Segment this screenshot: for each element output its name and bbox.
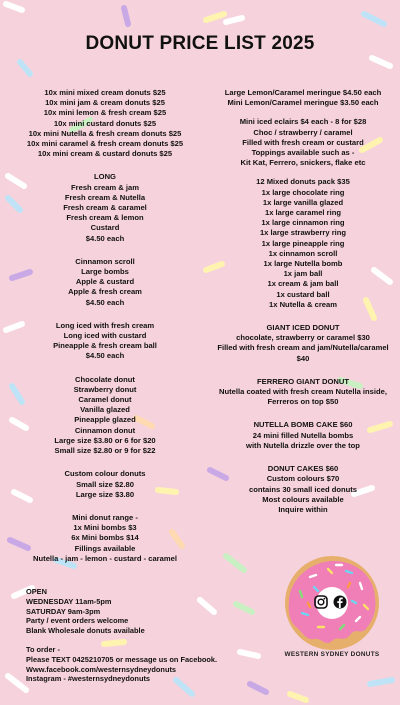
price-line: Mini iced eclairs $4 each - 8 for $28 xyxy=(239,117,367,127)
order-info xyxy=(26,645,217,684)
scrolls-and-bombs xyxy=(5,257,205,308)
price-line: Long iced with fresh cream xyxy=(55,320,155,330)
price-line: Large bombs xyxy=(81,267,129,277)
price-line: Large size $3.80 xyxy=(75,489,135,499)
price-line: Mini Lemon/Caramel meringue $3.50 each xyxy=(227,98,379,108)
price-line: Custom colour donuts xyxy=(64,469,146,479)
price-line: 1x custard ball xyxy=(276,289,330,299)
price-line: 1x cinnamon scroll xyxy=(268,248,338,258)
custom-colour-donuts xyxy=(5,469,205,500)
price-line: 1x Mini bombs $3 xyxy=(73,523,137,533)
price-line: Cinnamon donut xyxy=(74,425,136,435)
price-line: Caramel donut xyxy=(78,395,132,405)
info-line: OPEN xyxy=(26,587,47,596)
price-line: Custard xyxy=(90,223,120,233)
price-line: Long iced with custard xyxy=(63,331,147,341)
donut-logo xyxy=(280,555,384,667)
price-line: Mini donut range - xyxy=(72,512,138,522)
price-line: Large Lemon/Caramel meringue $4.50 each xyxy=(224,88,382,97)
price-line: Fresh cream & jam xyxy=(71,182,139,192)
ferrero-giant-donut xyxy=(208,377,398,408)
price-line: Small size $2.80 xyxy=(76,479,134,489)
price-line: 10x mini mixed cream donuts $25 xyxy=(44,88,166,97)
section-heading: FERRERO GIANT DONUT xyxy=(257,376,349,386)
giant-iced-donut xyxy=(208,323,398,364)
price-line: Fresh cream & caramel xyxy=(63,203,147,213)
price-line: 10x mini cream & custard donuts $25 xyxy=(37,149,173,159)
price-line: Fillings available xyxy=(74,543,136,553)
price-line: 1x large Nutella bomb xyxy=(263,259,343,269)
right-price-column xyxy=(208,88,398,515)
facebook-icon xyxy=(333,595,347,609)
price-line: Ferreros on top $50 xyxy=(267,397,339,407)
info-line: Please TEXT 0425210705 or message us on Facebook. xyxy=(26,654,218,664)
meringue xyxy=(208,88,398,108)
info-line: Instagram - #westernsydneydonuts xyxy=(26,674,151,684)
price-line: Inquire within xyxy=(278,504,328,514)
mini-donut-packs xyxy=(5,88,205,159)
price-line: Nutella - jam - lemon - custard - caramel xyxy=(33,553,177,563)
price-line: 10x mini jam & cream donuts $25 xyxy=(45,98,165,108)
price-line: 10x mini caramel & fresh cream donuts $25 xyxy=(26,139,184,149)
info-line: Blank Wholesale donuts available xyxy=(26,626,145,636)
nutella-bomb-cake xyxy=(208,420,398,451)
price-line: 1x cream & jam ball xyxy=(267,279,339,289)
long-iced xyxy=(5,321,205,362)
price-line: Pineapple & fresh cream ball xyxy=(53,341,157,351)
price-line: Toppings available such as - xyxy=(251,148,355,158)
price-line: 1x large vanilla glazed xyxy=(262,197,344,207)
price-line: Fresh cream & Nutella xyxy=(64,192,146,202)
price-line: $4.50 each xyxy=(85,351,125,361)
instagram-icon xyxy=(314,595,328,609)
price-line: 1x Nutella & cream xyxy=(269,299,337,309)
price-line: Fresh cream & lemon xyxy=(66,213,144,223)
price-line: 1x large pineapple ring xyxy=(261,238,345,248)
price-line: $40 xyxy=(296,353,310,363)
price-line: 24 mini filled Nutella bombs xyxy=(252,430,354,440)
donut-graphic xyxy=(280,555,384,651)
opening-hours xyxy=(26,587,145,636)
price-line: 1x large strawberry ring xyxy=(259,228,347,238)
left-price-column xyxy=(5,88,205,564)
info-line: Party / event orders welcome xyxy=(26,616,129,626)
mini-eclairs xyxy=(208,117,398,168)
price-line: Large size $3.80 or 6 for $20 xyxy=(54,435,156,445)
price-line: $4.50 each xyxy=(85,297,125,307)
price-line: 1x large caramel ring xyxy=(265,208,341,218)
price-line: Apple & custard xyxy=(75,277,135,287)
info-line: SATURDAY 9am-3pm xyxy=(26,606,101,616)
price-line: chocolate, strawberry or caramel $30 xyxy=(236,333,370,343)
price-line: Most colours available xyxy=(262,494,344,504)
section-heading: GIANT ICED DONUT xyxy=(266,323,340,333)
info-line: WEDNESDAY 11am-5pm xyxy=(26,596,112,606)
price-line: Chocolate donut xyxy=(75,374,135,384)
price-line: Custom colours $70 xyxy=(266,474,340,484)
price-line: Vanilla glazed xyxy=(80,405,130,415)
price-line: 1x jam ball xyxy=(283,269,323,279)
page-title: DONUT PRICE LIST 2025 xyxy=(85,33,315,54)
price-line: Strawberry donut xyxy=(73,384,137,394)
price-line: 10x mini lemon & fresh cream $25 xyxy=(43,108,167,118)
section-heading: NUTELLA BOMB CAKE $60 xyxy=(253,420,353,430)
price-line: 6x Mini bombs $14 xyxy=(71,533,139,543)
section-heading: LONG xyxy=(94,172,116,182)
price-line: 10x mini custard donuts $25 xyxy=(53,118,157,128)
price-line: Pineapple glazed xyxy=(74,415,136,425)
ring-donuts xyxy=(5,375,205,457)
price-line: Choc / strawberry / caramel xyxy=(253,127,353,137)
price-line: Small size $2.80 or 9 for $22 xyxy=(54,446,156,456)
price-line: Apple & fresh cream xyxy=(68,287,142,297)
price-line: with Nutella drizzle over the top xyxy=(246,440,360,450)
price-line: 1x large cinnamon ring xyxy=(261,218,345,228)
info-line: Www.facebook.com/westernsydneydonuts xyxy=(26,664,177,674)
price-line: 1x large chocolate ring xyxy=(261,187,345,197)
long-donuts xyxy=(5,172,205,243)
price-line: Cinnamon scroll xyxy=(75,256,135,266)
price-line: contains 30 small iced donuts xyxy=(248,484,358,494)
price-line: Kit Kat, Ferrero, snickers, flake etc xyxy=(240,158,366,168)
mini-donut-range xyxy=(5,513,205,564)
brand-name: WESTERN SYDNEY DONUTS xyxy=(284,651,380,658)
section-heading: 12 Mixed donuts pack $35 xyxy=(256,177,350,187)
section-heading: DONUT CAKES $60 xyxy=(267,464,339,474)
price-line: Filled with fresh cream or custard xyxy=(242,137,364,147)
donut-cakes xyxy=(208,464,398,515)
price-line: Filled with fresh cream and jam/Nutella/caramel xyxy=(217,343,389,353)
price-line: $4.50 each xyxy=(85,233,125,243)
price-line: Nutella coated with fresh cream Nutella inside, xyxy=(219,387,387,397)
mixed-donuts-pack xyxy=(208,177,398,310)
price-line: 10x mini Nutella & fresh cream donuts $25 xyxy=(28,128,182,138)
info-line: To order - xyxy=(26,645,60,654)
